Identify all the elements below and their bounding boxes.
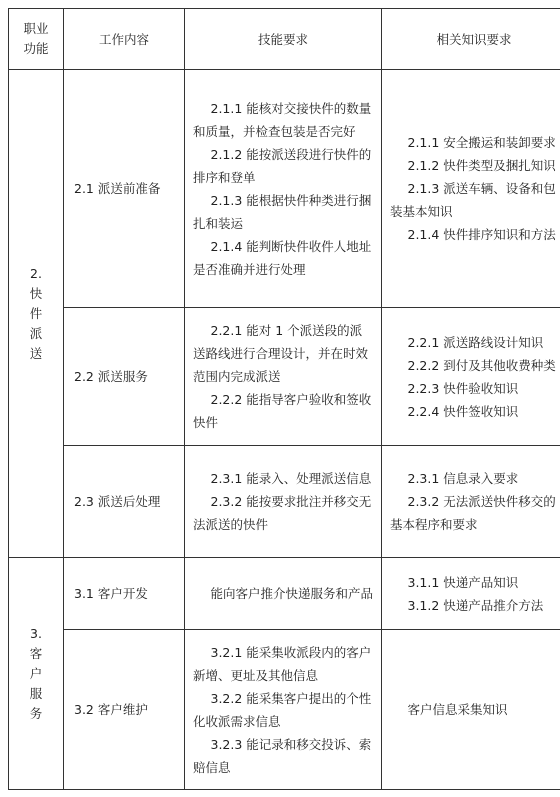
table-row [9, 446, 560, 558]
knowledge-cell [382, 558, 560, 630]
skills-table [8, 8, 560, 790]
knowledge-cell [382, 630, 560, 790]
skill-item: 2.3.1 能录入、处理派送信息 [210, 471, 372, 486]
header-knowledge-requirements: 相关知识要求 [382, 9, 560, 70]
function-cell-delivery [9, 70, 64, 558]
table-header-row [9, 9, 560, 70]
skill-item: 3.2.2 能采集客户提出的个性化收派需求信息 [193, 690, 372, 729]
skill-item: 能向客户推介快递服务和产品 [210, 586, 374, 601]
function-char: 客 [29, 645, 43, 661]
knowledge-cell [382, 308, 560, 446]
work-content-cell: 3.1 客户开发 [64, 558, 185, 630]
header-work-content: 工作内容 [64, 9, 185, 70]
header-function-line-1: 职业 [23, 21, 49, 36]
skills-cell [185, 70, 382, 308]
table-row [9, 558, 560, 630]
skill-item: 2.1.1 能核对交接快件的数量和质量，并检查包装是否完好 [193, 100, 372, 139]
skill-item: 2.1.2 能按派送段进行快件的排序和登单 [193, 146, 372, 185]
skills-cell [185, 308, 382, 446]
knowledge-item: 2.3.2 无法派送快件移交的基本程序和要求 [390, 494, 556, 532]
function-number: 2. [30, 265, 42, 281]
knowledge-item: 客户信息采集知识 [407, 702, 508, 717]
function-number: 3. [30, 625, 42, 641]
knowledge-item: 3.1.1 快递产品知识 [407, 574, 519, 590]
skill-item: 2.2.1 能对 1 个派送段的派送路线进行合理设计，并在时效范围内完成派送 [193, 323, 369, 384]
function-cell-customer-service [9, 558, 64, 790]
knowledge-item: 2.2.1 派送路线设计知识 [407, 334, 544, 350]
skill-item: 2.1.4 能判断快件收件人地址是否准确并进行处理 [193, 238, 372, 277]
knowledge-cell [382, 446, 560, 558]
skills-cell [185, 630, 382, 790]
function-char: 户 [29, 665, 43, 681]
work-content-cell: 2.1 派送前准备 [64, 70, 185, 308]
knowledge-cell [382, 70, 560, 308]
function-char: 派 [29, 325, 43, 341]
skill-item: 2.1.3 能根据快件种类进行捆扎和装运 [193, 192, 372, 231]
header-skill-requirements: 技能要求 [185, 9, 382, 70]
skills-cell [185, 558, 382, 630]
skill-item: 2.3.2 能按要求批注并移交无法派送的快件 [193, 494, 372, 532]
table-row [9, 630, 560, 790]
skills-cell [185, 446, 382, 558]
work-content-cell: 3.2 客户维护 [64, 630, 185, 790]
work-content-cell: 2.2 派送服务 [64, 308, 185, 446]
function-char: 务 [29, 705, 43, 721]
table-row [9, 70, 560, 308]
knowledge-item: 2.1.3 派送车辆、设备和包装基本知识 [390, 181, 556, 219]
skill-item: 2.2.2 能指导客户验收和签收快件 [193, 392, 372, 430]
table-row [9, 308, 560, 446]
work-content-cell: 2.3 派送后处理 [64, 446, 185, 558]
knowledge-item: 2.1.2 快件类型及捆扎知识 [407, 158, 556, 173]
knowledge-item: 2.2.4 快件签收知识 [407, 403, 519, 419]
knowledge-item: 2.2.2 到付及其他收费种类 [407, 357, 556, 373]
knowledge-item: 2.1.1 安全搬运和装卸要求 [407, 135, 556, 150]
header-function-line-2: 功能 [23, 41, 49, 56]
header-function [9, 9, 64, 70]
knowledge-item: 3.1.2 快递产品推介方法 [407, 597, 544, 613]
knowledge-item: 2.1.4 快件排序知识和方法 [407, 227, 556, 242]
function-char: 快 [29, 285, 43, 301]
skill-item: 3.2.3 能记录和移交投诉、索赔信息 [193, 736, 372, 775]
skill-item: 3.2.1 能采集收派段内的客户新增、更址及其他信息 [193, 644, 372, 683]
function-char: 服 [29, 685, 43, 701]
knowledge-item: 2.2.3 快件验收知识 [407, 380, 519, 396]
knowledge-item: 2.3.1 信息录入要求 [407, 471, 519, 486]
function-char: 件 [29, 305, 43, 321]
function-char: 送 [29, 345, 43, 361]
